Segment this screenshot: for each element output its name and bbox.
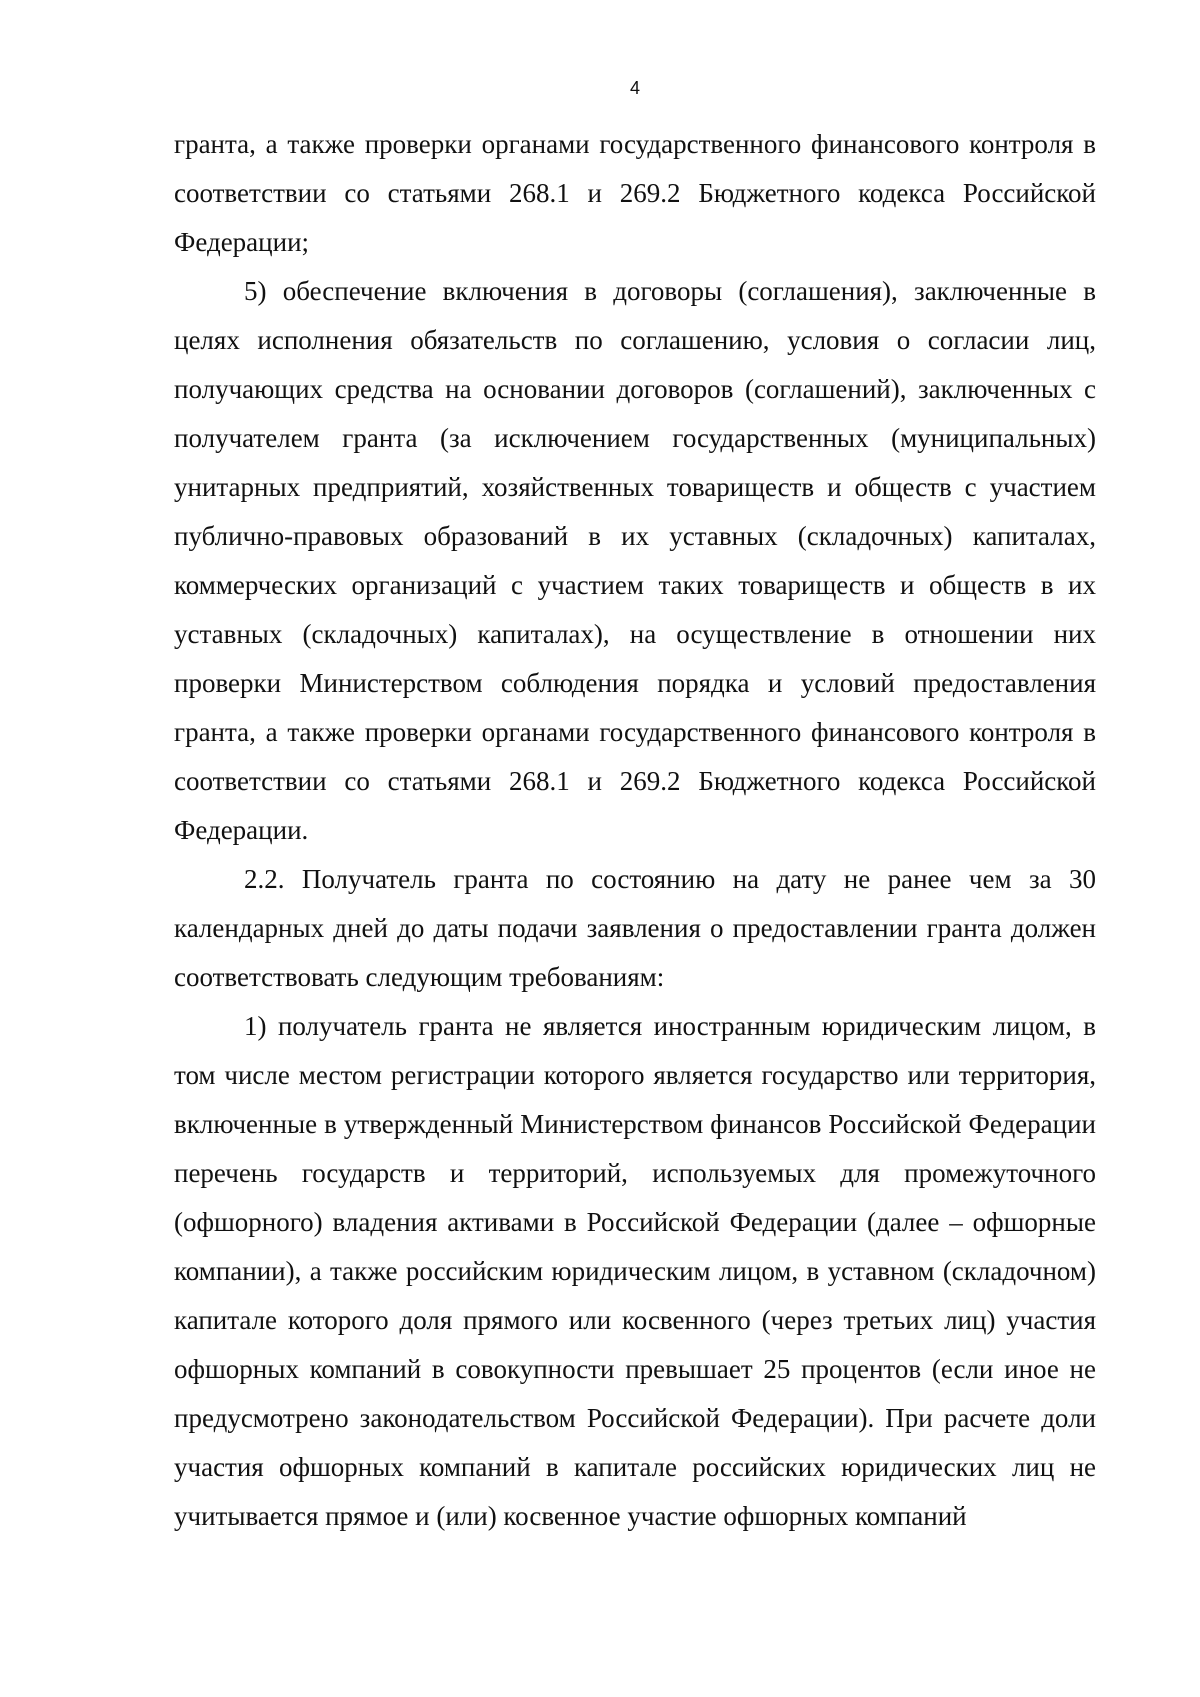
paragraph-item-5: 5) обеспечение включения в договоры (соглашения), заключенные в целях исполнения обязательств по соглашению, условия о согласии лиц, получающих средства на основании договоров (соглашений), заключенных с получателем гранта (за исключением государственных (муниципальных) унитарных предприятий, хозяйственных товариществ и обществ с участием публично-правовых образований в их уставных (складочных) капиталах, коммерческих организаций с участием таких товариществ и обществ в их уставных (складочных) капиталах), на осуществление в отношении них проверки Министерством соблюдения порядка и условий предоставления гранта, а также проверки органами государственного финансового контроля в соответствии со статьями 268.1 и 269.2 Бюджетного кодекса Российской Федерации. <box>174 276 1096 845</box>
paragraph-section-2-2: 2.2. Получатель гранта по состоянию на дату не ранее чем за 30 календарных дней до даты подачи заявления о предоставлении гранта должен соответствовать следующим требованиям: <box>174 864 1096 992</box>
page-number: 4 <box>629 78 640 98</box>
paragraph-item-1: 1) получатель гранта не является иностранным юридическим лицом, в том числе местом регистрации которого является государство или территория, включенные в утвержденный Министерством финансов Российской Федерации перечень государств и территорий, используемых для промежуточного (офшорного) владения активами в Российской Федерации (далее – офшорные компании), а также российским юридическим лицом, в уставном (складочном) капитале которого доля прямого или косвенного (через третьих лиц) участия офшорных компаний в совокупности превышает 25 процентов (если иное не предусмотрено законодательством Российской Федерации). При расчете доли участия офшорных компаний в капитале российских юридических лиц не учитывается прямое и (или) косвенное участие офшорных компаний <box>174 1011 1096 1531</box>
document-body <box>174 120 1096 1541</box>
paragraph-continuation: гранта, а также проверки органами государственного финансового контроля в соответствии со статьями 268.1 и 269.2 Бюджетного кодекса Российской Федерации; <box>174 129 1096 257</box>
